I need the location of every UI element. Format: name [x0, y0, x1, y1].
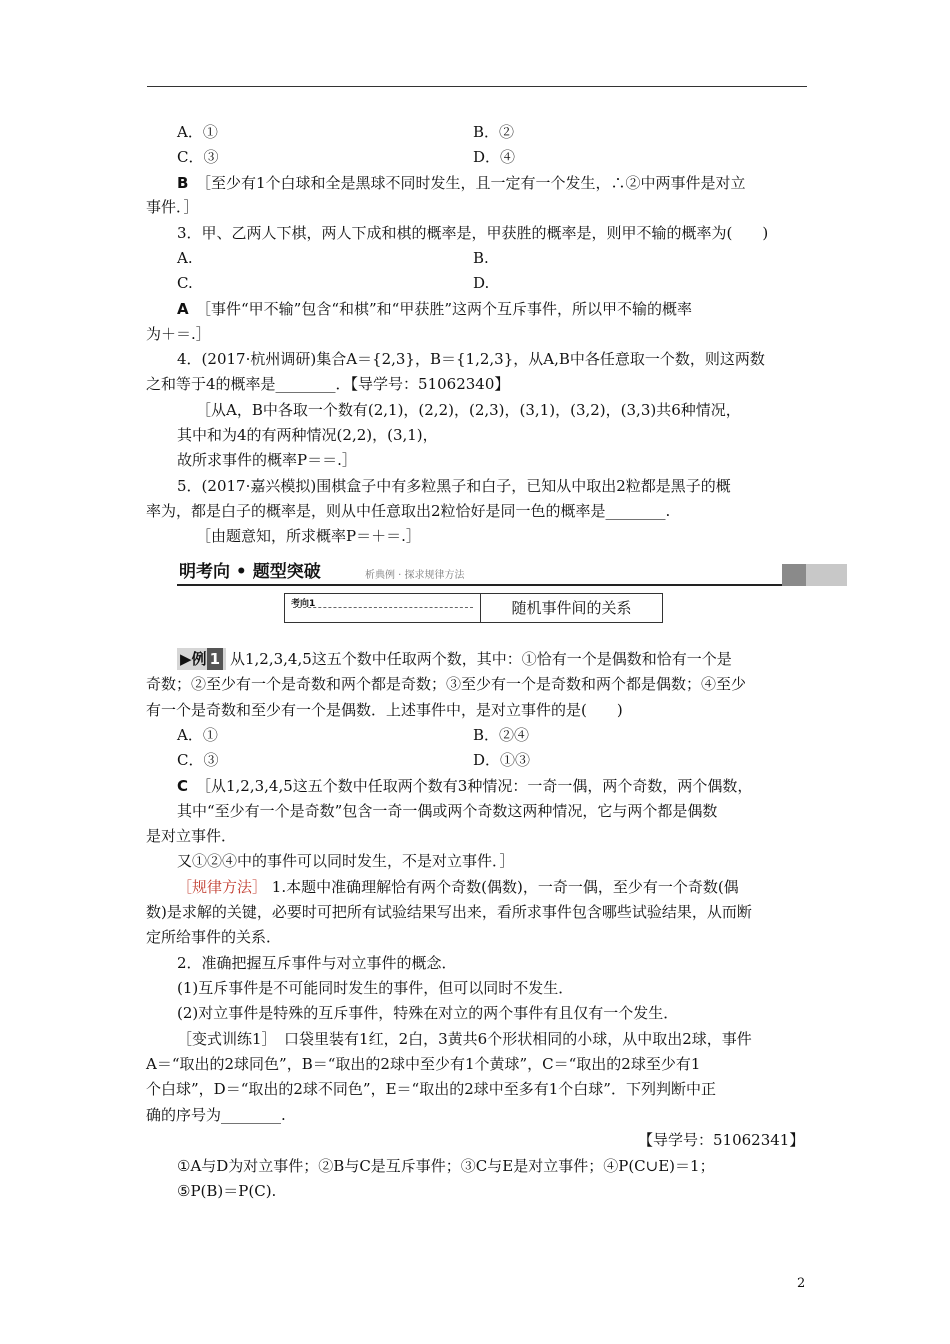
text-line: 又①②④中的事件可以同时发生，不是对立事件．］: [177, 852, 515, 870]
example-line: [177, 648, 732, 670]
text-line: 2．准确把握互斥事件与对立事件的概念．: [177, 954, 457, 972]
option-b: B．②: [473, 123, 515, 141]
option-d: D.: [473, 274, 490, 292]
law-label: ［规律方法］: [177, 878, 268, 896]
section-subtitle: 析典例 · 探求规律方法: [365, 570, 465, 581]
section-header: [177, 561, 847, 587]
text-line: 定所给事件的关系．: [146, 928, 282, 946]
text-line: 确的序号为________.: [146, 1106, 286, 1124]
option-c: C.: [177, 274, 193, 292]
section-block: [782, 564, 806, 586]
guide-number: 【导学号：51062341】: [638, 1131, 805, 1149]
option-d: D．①③: [473, 751, 531, 769]
answer-letter: B: [177, 174, 189, 192]
example-label: 例: [191, 650, 207, 668]
section-block: [806, 564, 847, 586]
option-a: A.: [177, 249, 193, 267]
topic-tag-cell: [285, 594, 481, 622]
option-a: A．①: [177, 726, 218, 744]
question-3: 3．甲、乙两人下棋，两人下成和棋的概率是，甲获胜的概率是，则甲不输的概率为( ): [177, 224, 769, 242]
text-line: 其中“至少有一个是奇数”包含一奇一偶或两个奇数这两种情况，它与两个都是偶数: [177, 802, 718, 820]
example-number: 1: [207, 648, 223, 670]
topic-title: 随机事件间的关系: [511, 599, 632, 617]
text-line: 个白球”，D＝“取出的2球不同色”，E＝“取出的2球中至多有1个白球”．下列判断中正: [146, 1080, 716, 1098]
option-d: D．④: [473, 148, 516, 166]
text-line: ①A与D为对立事件；②B与C是互斥事件；③C与E是对立事件；④P(C∪E)＝1；: [177, 1157, 715, 1175]
text-line: 事件．］: [146, 198, 199, 216]
text-line: 故所求事件的概率P＝＝.］: [177, 451, 357, 469]
topic-dash: [293, 607, 473, 608]
text-line: 率为，都是白子的概率是，则从中任意取出2粒恰好是同一色的概率是________.: [146, 502, 671, 520]
text-line: 有一个是奇数和至少有一个是偶数．上述事件中，是对立事件的是( ): [146, 701, 623, 719]
question-4: 4．(2017·杭州调研)集合A＝{2,3}，B＝{1,2,3}，从A,B中各任意取一个数，则这两数: [177, 350, 765, 368]
answer-letter: A: [177, 300, 189, 318]
section-rule: [177, 584, 782, 586]
law-line: [177, 876, 739, 898]
question-5: 5．(2017·嘉兴模拟)围棋盒子中有多粒黑子和白子，已知从中取出2粒都是黑子的概: [177, 477, 731, 495]
option-c: C．③: [177, 751, 219, 769]
text-line: ［从1,2,3,4,5这五个数中任取两个数有3种情况：一奇一偶，两个奇数，两个偶数，: [196, 777, 753, 795]
text-line: 数)是求解的关键，必要时可把所有试验结果写出来，看所求事件包含哪些试验结果，从而断: [146, 903, 752, 921]
text-line: ［事件“甲不输”包含“和棋”和“甲获胜”这两个互斥事件，所以甲不输的概率: [196, 300, 693, 318]
text-line: ［至少有1个白球和全是黑球不同时发生，且一定有一个发生，∴②中两事件是对立: [196, 174, 746, 192]
exercise-line: ［变式训练1］ 口袋里装有1红，2白，3黄共6个形状相同的小球，从中取出2球，事件: [177, 1030, 752, 1048]
text-line: ［由题意知，所求概率P＝＋＝.］: [196, 527, 421, 545]
text-line: 之和等于4的概率是________．【导学号：51062340】: [146, 375, 510, 393]
example-badge: ▶例 1: [177, 648, 226, 670]
section-title: 明考向 • 题型突破: [179, 562, 321, 582]
topic-tag: 考向1: [291, 599, 316, 609]
topic-box: [284, 593, 663, 623]
text-line: (1)互斥事件是不可能同时发生的事件，但可以同时不发生．: [177, 979, 574, 997]
page-number: 2: [797, 1276, 806, 1291]
law-text: 1.本题中准确理解恰有两个奇数(偶数)，一奇一偶，至少有一个奇数(偶: [271, 878, 739, 896]
text-line: 奇数；②至少有一个是奇数和两个都是奇数；③至少有一个是奇数和两个都是偶数；④至少: [146, 675, 747, 693]
text-line: 是对立事件．: [146, 827, 237, 845]
option-a: A．①: [177, 123, 218, 141]
option-b: B.: [473, 249, 489, 267]
text-line: ［从A，B中各取一个数有(2,1)，(2,2)，(2,3)，(3,1)，(3,2)，(3,3)共6种情况，: [196, 401, 741, 419]
text-line: 其中和为4的有两种情况(2,2)，(3,1)，: [177, 426, 438, 444]
text-line: 为＋＝.］: [146, 325, 211, 343]
option-c: C．③: [177, 148, 219, 166]
text-line: (2)对立事件是特殊的互斥事件，特殊在对立的两个事件有且仅有一个发生．: [177, 1004, 679, 1022]
option-b: B．②④: [473, 726, 530, 744]
text-line: A＝“取出的2球同色”，B＝“取出的2球中至少有1个黄球”，C＝“取出的2球至少有1: [146, 1055, 701, 1073]
example-text: 从1,2,3,4,5这五个数中任取两个数，其中：①恰有一个是偶数和恰有一个是: [230, 650, 732, 668]
answer-letter: C: [177, 777, 189, 795]
text-line: ⑤P(B)＝P(C).: [177, 1182, 277, 1200]
header-rule: [147, 86, 807, 87]
